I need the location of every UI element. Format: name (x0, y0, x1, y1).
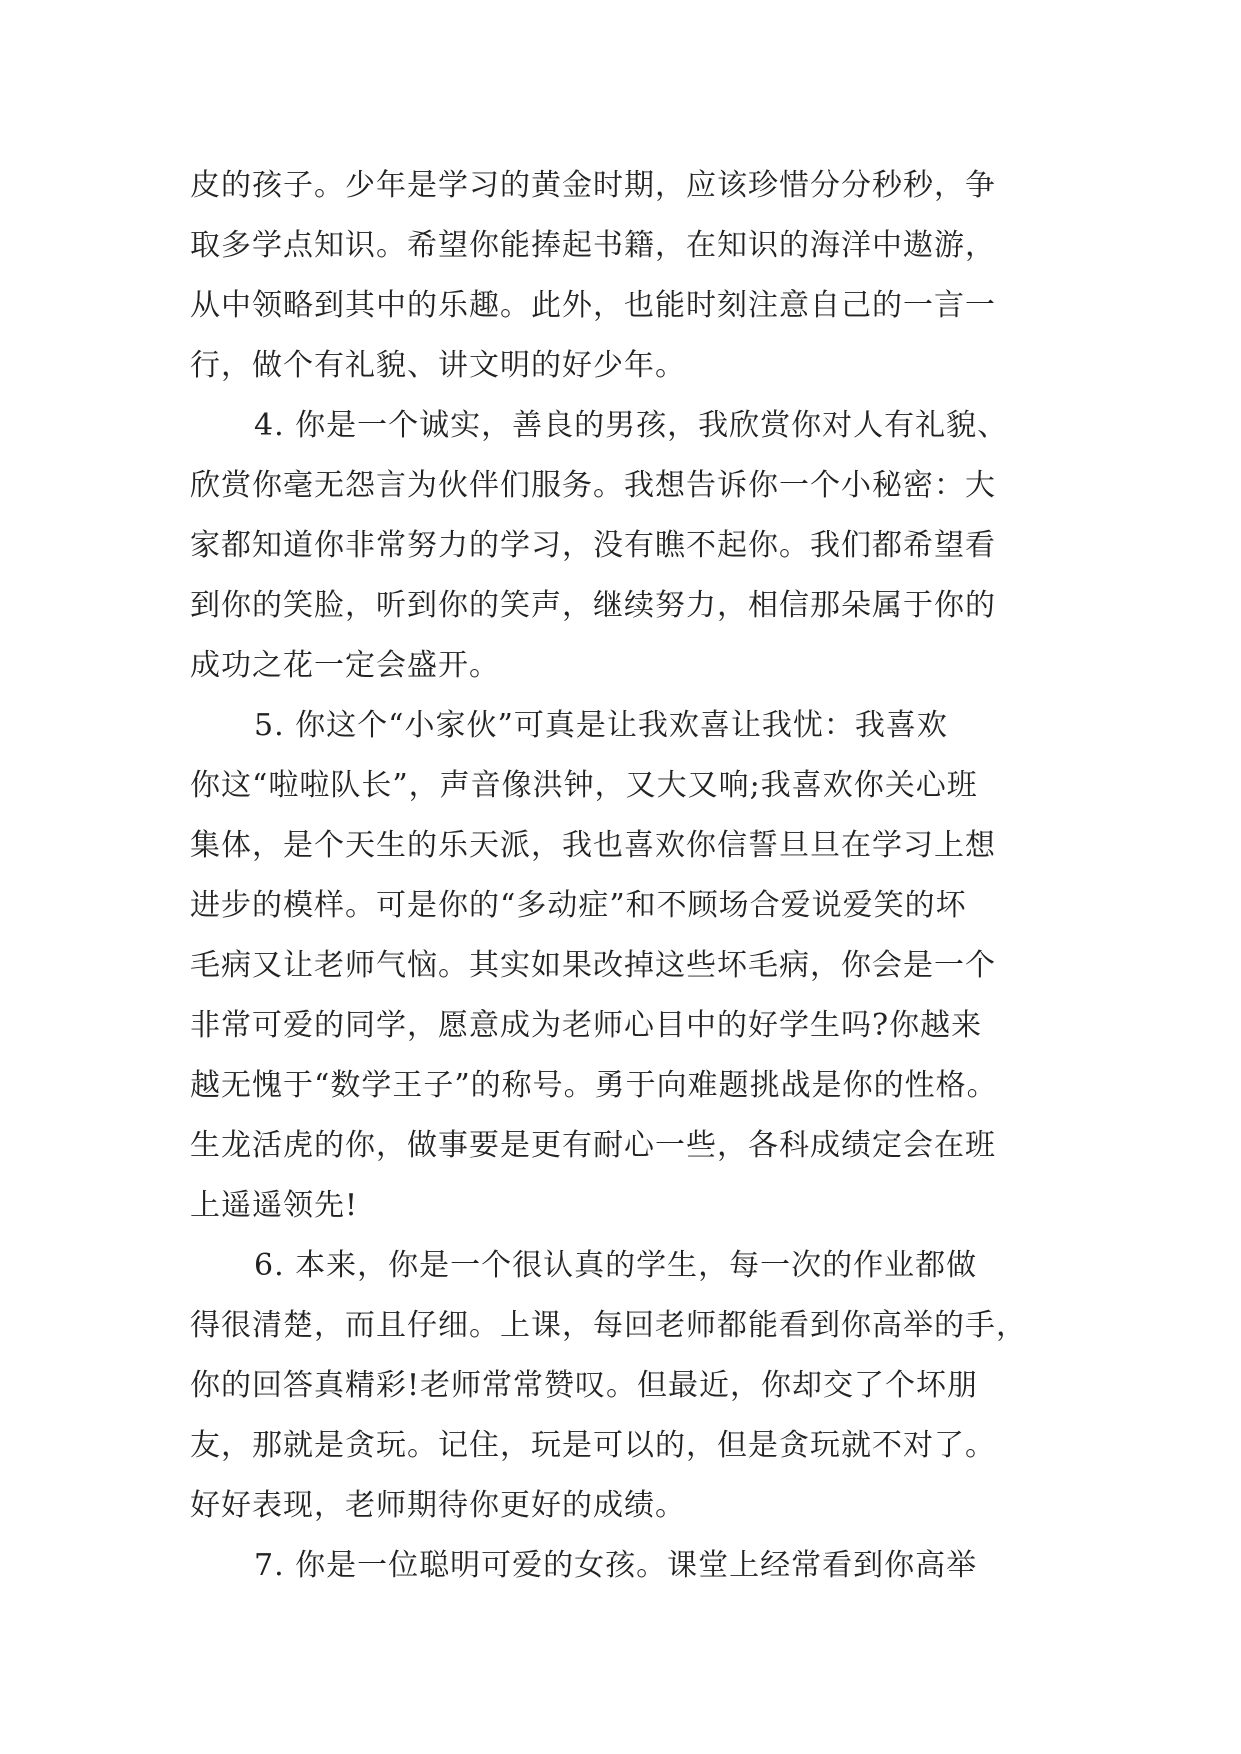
text-line: 你的回答真精彩!老师常常赞叹。但最近，你却交了个坏朋 (190, 1368, 979, 1403)
text-line: 皮的孩子。少年是学习的黄金时期，应该珍惜分分秒秒，争 (190, 168, 996, 203)
text-line: 非常可爱的同学，愿意成为老师心目中的好学生吗?你越来 (190, 1008, 983, 1043)
text-line: 好好表现，老师期待你更好的成绩。 (190, 1488, 686, 1523)
paragraph-first-line: 6. 本来，你是一个很认真的学生，每一次的作业都做 (254, 1248, 978, 1283)
text-line: 从中领略到其中的乐趣。此外，也能时刻注意自己的一言一 (190, 288, 996, 323)
text-line: 进步的模样。可是你的“多动症”和不顾场合爱说爱笑的坏 (190, 888, 967, 923)
text-line: 欣赏你毫无怨言为伙伴们服务。我想告诉你一个小秘密：大 (190, 468, 996, 503)
text-line: 得很清楚，而且仔细。上课，每回老师都能看到你高举的手， (190, 1308, 1027, 1343)
text-line: 越无愧于“数学王子”的称号。勇于向难题挑战是你的性格。 (190, 1068, 998, 1103)
text-line: 生龙活虎的你，做事要是更有耐心一些，各科成绩定会在班 (190, 1128, 996, 1163)
text-line: 毛病又让老师气恼。其实如果改掉这些坏毛病，你会是一个 (190, 948, 996, 983)
text-line: 取多学点知识。希望你能捧起书籍，在知识的海洋中遨游， (190, 228, 996, 263)
text-line: 你这“啦啦队长”，声音像洪钟，又大又响;我喜欢你关心班 (190, 768, 978, 803)
text-line: 成功之花一定会盛开。 (190, 648, 500, 683)
text-line: 集体，是个天生的乐天派，我也喜欢你信誓旦旦在学习上想 (190, 828, 996, 863)
text-line: 上遥遥领先! (190, 1188, 359, 1223)
text-line: 友，那就是贪玩。记住，玩是可以的，但是贪玩就不对了。 (190, 1428, 996, 1463)
paragraph-first-line: 4. 你是一个诚实，善良的男孩，我欣赏你对人有礼貌、 (254, 408, 1009, 443)
text-line: 到你的笑脸，听到你的笑声，继续努力，相信那朵属于你的 (190, 588, 996, 623)
text-line: 行，做个有礼貌、讲文明的好少年。 (190, 348, 686, 383)
document-body-text (190, 156, 1070, 1596)
text-line: 家都知道你非常努力的学习，没有瞧不起你。我们都希望看 (190, 528, 996, 563)
paragraph-first-line: 7. 你是一位聪明可爱的女孩。课堂上经常看到你高举 (254, 1548, 978, 1583)
paragraph-first-line: 5. 你这个“小家伙”可真是让我欢喜让我忧：我喜欢 (254, 708, 948, 743)
